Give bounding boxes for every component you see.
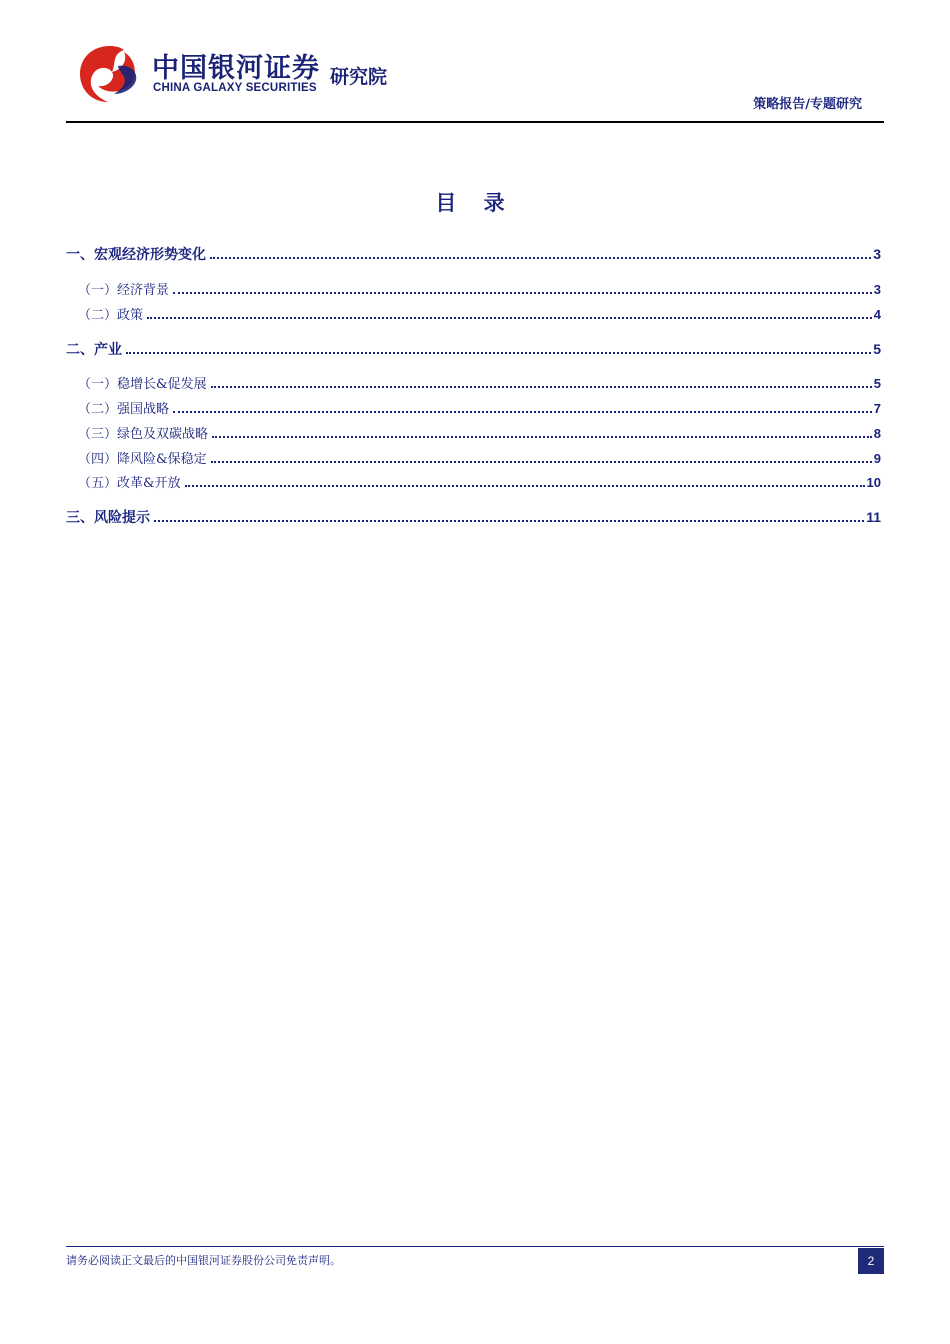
toc-entry-label: 一、宏观经济形势变化 [66, 247, 206, 263]
toc-leader-dots [185, 485, 865, 487]
toc-entry[interactable] [66, 304, 881, 323]
toc-entry-label: 三、风险提示 [66, 510, 150, 526]
toc-entry-page: 4 [873, 307, 881, 322]
galaxy-logo-icon [78, 44, 142, 104]
toc-entry-page: 9 [873, 451, 881, 466]
header-divider [66, 121, 884, 123]
toc-entry-page: 8 [873, 426, 881, 441]
toc-entry-label: （五）改革&开放 [78, 476, 181, 491]
toc-entry-page: 11 [866, 509, 881, 525]
toc-leader-dots [147, 317, 872, 319]
toc-entry[interactable] [66, 244, 881, 264]
page-number-badge: 2 [858, 1248, 884, 1274]
toc-entry[interactable] [66, 472, 881, 491]
toc-leader-dots [173, 411, 872, 413]
toc-entry[interactable] [66, 507, 881, 527]
toc-entry[interactable] [66, 448, 881, 467]
toc-entry-label: （三）绿色及双碳战略 [78, 427, 209, 442]
footer-disclaimer: 请务必阅读正文最后的中国银河证券股份公司免责声明。 [66, 1254, 341, 1267]
toc-entry-page: 3 [873, 246, 881, 262]
toc-entry-page: 5 [873, 376, 881, 391]
report-type-label: 策略报告/专题研究 [753, 97, 862, 112]
toc-entry[interactable] [66, 373, 881, 392]
brand-name-cn: 中国银河证券 [152, 53, 320, 84]
toc-entry[interactable] [66, 398, 881, 417]
footer-divider [66, 1246, 884, 1247]
brand-institute: 研究院 [330, 66, 388, 88]
toc-leader-dots [212, 436, 872, 438]
toc-entry[interactable] [66, 339, 881, 359]
toc-entry-page: 7 [873, 401, 881, 416]
toc-entry-page: 3 [873, 282, 881, 297]
toc-entry-label: （一）稳增长&促发展 [78, 377, 207, 392]
toc-leader-dots [210, 257, 871, 259]
toc-leader-dots [211, 461, 872, 463]
toc-entry[interactable] [66, 423, 881, 442]
brand-name-en: CHINA GALAXY SECURITIES [153, 82, 317, 94]
toc-entry-page: 10 [866, 475, 881, 490]
toc-entry-page: 5 [873, 341, 881, 357]
toc-title: 目 录 [435, 190, 515, 215]
toc-entry-label: （二）强国战略 [78, 402, 170, 417]
toc-entry-label: （二）政策 [78, 308, 144, 323]
toc-entry-label: 二、产业 [66, 342, 122, 358]
toc-entry-label: （四）降风险&保稳定 [78, 452, 207, 467]
page-header [66, 40, 884, 124]
toc-entry-label: （一）经济背景 [78, 283, 170, 298]
toc-leader-dots [211, 386, 872, 388]
toc-entry[interactable] [66, 279, 881, 298]
toc-leader-dots [173, 292, 872, 294]
toc-leader-dots [154, 520, 864, 522]
toc-leader-dots [126, 352, 871, 354]
